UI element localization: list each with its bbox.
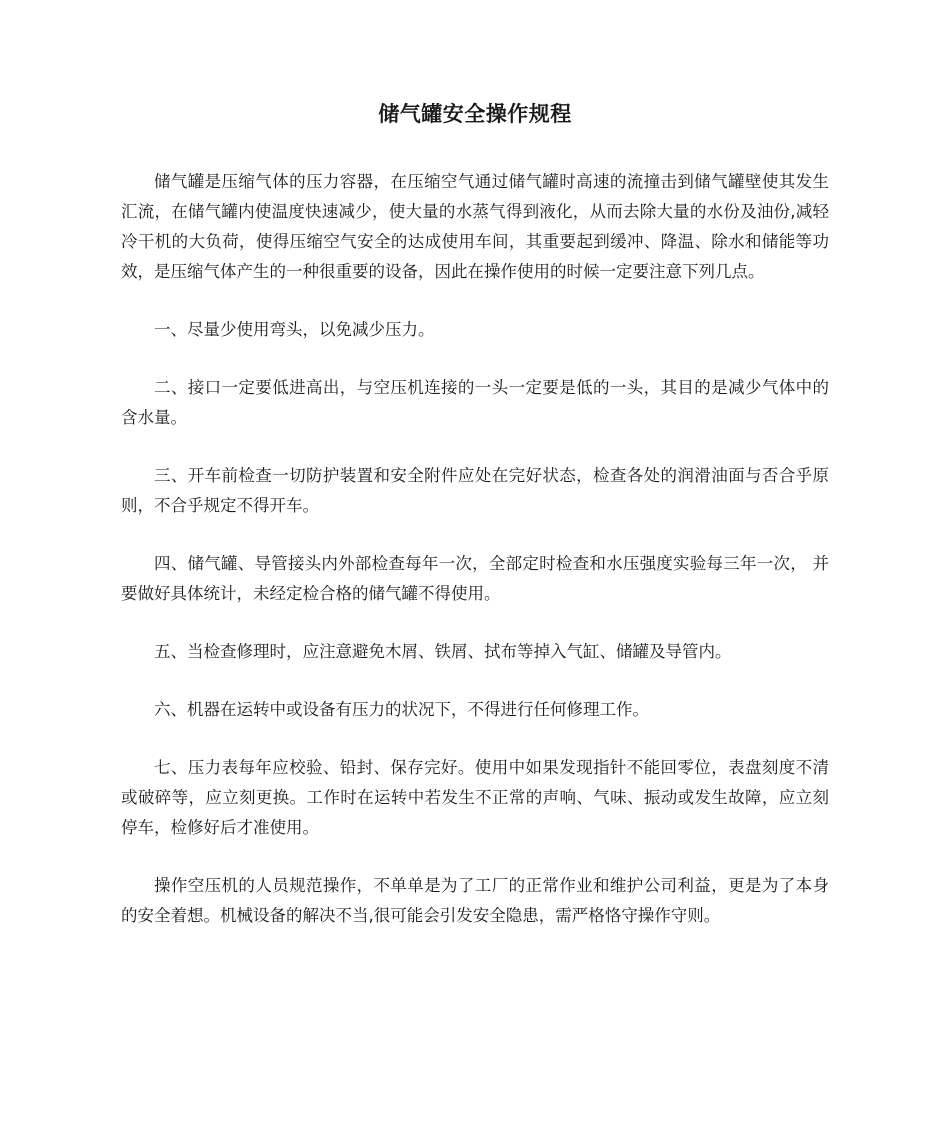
document-body bbox=[121, 167, 829, 959]
rule-1-paragraph: 一、尽量少使用弯头，以免减少压力。 bbox=[154, 320, 435, 339]
rule-7-paragraph: 七、压力表每年应校验、铅封、保存完好。使用中如果发现指针不能回零位，表盘刻度不清或破碎等，应立刻更换。工作时在运转中若发生不正常的声响、气味、振动或发生故障，应立刻停车，检修好后才准使用。 bbox=[121, 758, 829, 837]
rule-5-paragraph: 五、当检查修理时，应注意避免木屑、铁屑、拭布等掉入气缸、储罐及导管内。 bbox=[154, 642, 732, 661]
rule-6-paragraph: 六、机器在运转中或设备有压力的状况下，不得进行任何修理工作。 bbox=[154, 700, 649, 719]
closing-paragraph: 操作空压机的人员规范操作，不单单是为了工厂的正常作业和维护公司利益，更是为了本身的安全着想。机械设备的解决不当,很可能会引发安全隐患，需严格恪守操作守则。 bbox=[121, 876, 829, 925]
document-title: 储气罐安全操作规程 bbox=[378, 102, 572, 126]
intro-paragraph: 储气罐是压缩气体的压力容器，在压缩空气通过储气罐时高速的流撞击到储气罐壁使其发生汇流，在储气罐内使温度快速减少，使大量的水蒸气得到液化，从而去除大量的水份及油份,减轻冷干机的大负荷，使得压缩空气安全的达成使用车间，其重要起到缓冲、降温、除水和储能等功效，是压缩气体产生的一种很重要的设备，因此在操作使用的时候一定要注意下列几点。 bbox=[121, 172, 829, 281]
rule-4-paragraph: 四、储气罐、导管接头内外部检查每年一次，全部定时检查和水压强度实验每三年一次， 并要做好具体统计，未经定检合格的储气罐不得使用。 bbox=[121, 554, 829, 603]
rule-2-paragraph: 二、接口一定要低进高出，与空压机连接的一头一定要是低的一头，其目的是减少气体中的含水量。 bbox=[121, 378, 829, 427]
rule-3-paragraph: 三、开车前检查一切防护装置和安全附件应处在完好状态，检查各处的润滑油面与否合乎原则，不合乎规定不得开车。 bbox=[121, 466, 829, 515]
